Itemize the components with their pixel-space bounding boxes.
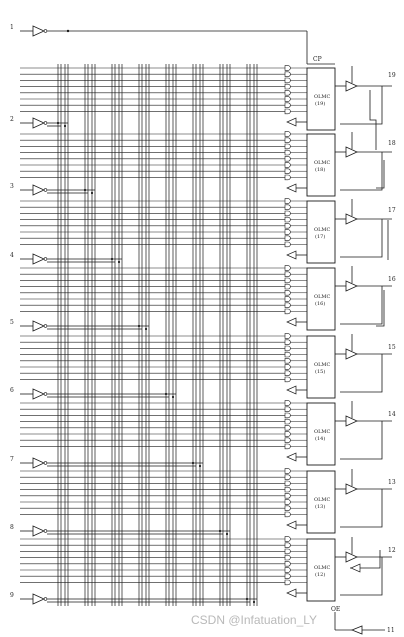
output-buffer <box>346 281 357 291</box>
output-buffer <box>346 81 357 91</box>
inverter-bubble <box>44 30 47 33</box>
and-gate <box>285 103 290 108</box>
input-pin-label: 1 <box>10 24 14 31</box>
junction-dot <box>192 462 194 464</box>
feedback-buffer <box>287 184 296 192</box>
feedback-route <box>340 489 382 527</box>
and-gate <box>285 156 290 161</box>
and-gate <box>285 84 290 89</box>
and-gate <box>285 199 290 204</box>
and-gate <box>285 487 290 492</box>
and-gate <box>285 66 290 71</box>
and-gate <box>285 266 290 271</box>
and-gate <box>285 365 290 370</box>
input-buffer <box>33 458 44 468</box>
olmc-label: OLMC <box>314 362 331 368</box>
and-gate <box>285 438 290 443</box>
feedback-buffer <box>287 386 296 394</box>
and-gate <box>285 537 290 542</box>
inverter-bubble <box>44 530 47 533</box>
and-gate <box>285 297 290 302</box>
junction-dot <box>84 189 86 191</box>
junction-dot <box>91 192 93 194</box>
output-pin-label: 18 <box>388 140 396 147</box>
and-gate <box>285 144 290 149</box>
input-buffer <box>33 26 44 36</box>
and-gate <box>285 475 290 480</box>
and-gate <box>285 352 290 357</box>
inverter-bubble <box>44 325 47 328</box>
output-buffer <box>346 552 357 562</box>
olmc-index: (13) <box>315 504 326 510</box>
and-gate <box>285 109 290 114</box>
input-buffer <box>33 321 44 331</box>
and-gate <box>285 205 290 210</box>
and-gate <box>285 500 290 505</box>
oe-label: OE <box>331 606 341 613</box>
inverter-bubble <box>44 393 47 396</box>
output-pin-label: 16 <box>388 276 396 283</box>
olmc-index: (15) <box>315 369 326 375</box>
junction-dot <box>64 125 66 127</box>
and-gate <box>285 432 290 437</box>
and-gate <box>285 419 290 424</box>
olmc-index: (19) <box>315 101 326 107</box>
and-gate <box>285 272 290 277</box>
and-gate <box>285 444 290 449</box>
olmc-label: OLMC <box>314 227 331 233</box>
olmc-label: OLMC <box>314 429 331 435</box>
input-pin-label: 5 <box>10 319 14 326</box>
output-buffer <box>346 147 357 157</box>
input-buffer <box>33 594 44 604</box>
and-gate <box>285 334 290 339</box>
junction-dot <box>165 393 167 395</box>
olmc-index: (17) <box>315 234 326 240</box>
and-gate <box>285 211 290 216</box>
and-gate <box>285 303 290 308</box>
and-array-grid <box>20 64 307 606</box>
and-gate <box>285 512 290 517</box>
input-buffer <box>33 185 44 195</box>
and-gate <box>285 549 290 554</box>
input-pin-label: 9 <box>10 592 14 599</box>
input-buffer <box>33 526 44 536</box>
and-gate <box>285 561 290 566</box>
olmc-index: (12) <box>315 572 326 578</box>
junction-dot <box>199 465 201 467</box>
and-gate <box>285 493 290 498</box>
and-gate <box>285 163 290 168</box>
olmc-label: OLMC <box>314 497 331 503</box>
feedback-buffer <box>287 118 296 126</box>
feedback-route <box>340 219 382 257</box>
clock-label: CP <box>313 56 322 63</box>
feedback-buffer <box>287 453 296 461</box>
junction-dot <box>111 258 113 260</box>
olmc-index: (14) <box>315 436 326 442</box>
and-gate <box>285 72 290 77</box>
input-pin-label: 2 <box>10 116 14 123</box>
olmc-index: (18) <box>315 167 326 173</box>
olmc-label: OLMC <box>314 294 331 300</box>
output-pin-label: 19 <box>388 72 396 79</box>
feedback-buffer <box>351 564 360 572</box>
inverter-bubble <box>44 122 47 125</box>
and-gate <box>285 371 290 376</box>
oe-buffer <box>352 626 362 634</box>
and-gate <box>285 407 290 412</box>
and-gate <box>285 346 290 351</box>
feedback-buffer <box>287 318 296 326</box>
and-gate <box>285 568 290 573</box>
feedback-route <box>340 286 382 324</box>
and-gate <box>285 90 290 95</box>
and-gate <box>285 290 290 295</box>
junction-dot <box>118 261 120 263</box>
junction-dot <box>226 533 228 535</box>
junction-dot <box>145 328 147 330</box>
output-pin-label: 14 <box>388 411 396 418</box>
junction-dot <box>57 122 59 124</box>
olmc-label: OLMC <box>314 94 331 100</box>
and-gate <box>285 169 290 174</box>
and-gate <box>285 580 290 585</box>
feedback-route <box>340 421 382 459</box>
and-gate <box>285 425 290 430</box>
and-gate <box>285 309 290 314</box>
olmc-label: OLMC <box>314 565 331 571</box>
inverter-bubble <box>44 189 47 192</box>
olmc-label: OLMC <box>314 160 331 166</box>
output-buffers <box>335 66 396 634</box>
inverter-bubble <box>44 598 47 601</box>
oe-pin-label: 11 <box>387 627 395 634</box>
inverter-bubble <box>44 462 47 465</box>
feedback-buffer <box>287 521 296 529</box>
junction-dot <box>253 601 255 603</box>
input-pin-label: 4 <box>10 252 14 259</box>
junction-dot <box>219 530 221 532</box>
and-gate <box>285 278 290 283</box>
and-gate <box>285 481 290 486</box>
feedback-route <box>340 86 382 124</box>
feedback-route <box>340 354 382 392</box>
input-pin-label: 3 <box>10 183 14 190</box>
and-gate <box>285 78 290 83</box>
output-pin-label: 12 <box>388 547 396 554</box>
cross-feedback <box>350 550 380 568</box>
and-gate <box>285 217 290 222</box>
output-buffer <box>346 214 357 224</box>
input-buffer <box>33 389 44 399</box>
and-gate <box>285 175 290 180</box>
input-pin-label: 6 <box>10 387 14 394</box>
and-gate <box>285 132 290 137</box>
and-gate <box>285 97 290 102</box>
and-gate <box>285 230 290 235</box>
output-buffer <box>346 416 357 426</box>
input-buffer <box>33 254 44 264</box>
cross-feedback <box>376 160 384 188</box>
junction-dot <box>67 30 69 32</box>
and-gate <box>285 377 290 382</box>
watermark: CSDN @Infatuation_LY <box>191 613 318 627</box>
and-gate <box>285 574 290 579</box>
and-gate <box>285 223 290 228</box>
and-gate <box>285 469 290 474</box>
and-gate <box>285 340 290 345</box>
and-gate <box>285 413 290 418</box>
and-gate <box>285 150 290 155</box>
feedback-buffer <box>287 589 296 597</box>
junction-dot <box>172 396 174 398</box>
junction-dot <box>138 325 140 327</box>
feedback-wires <box>287 86 388 597</box>
and-gate <box>285 358 290 363</box>
input-pin-label: 7 <box>10 456 14 463</box>
input-buffer <box>33 118 44 128</box>
and-gate <box>285 506 290 511</box>
input-pin-label: 8 <box>10 524 14 531</box>
cross-feedback <box>370 90 376 150</box>
and-gate <box>285 138 290 143</box>
output-buffer <box>346 484 357 494</box>
cross-feedback <box>376 290 384 326</box>
olmc-index: (16) <box>315 301 326 307</box>
output-pin-label: 15 <box>388 344 396 351</box>
feedback-route <box>340 152 382 190</box>
and-gate <box>285 401 290 406</box>
junction-dot <box>246 598 248 600</box>
olmc-cells <box>307 68 335 601</box>
inverter-bubble <box>44 258 47 261</box>
and-gate <box>285 242 290 247</box>
and-gate <box>285 236 290 241</box>
output-buffer <box>346 349 357 359</box>
feedback-route <box>340 557 382 595</box>
and-gate <box>285 555 290 560</box>
feedback-buffer <box>287 251 296 259</box>
output-pin-label: 17 <box>388 207 396 214</box>
and-gate <box>285 543 290 548</box>
output-pin-label: 13 <box>388 479 396 486</box>
and-gate <box>285 284 290 289</box>
